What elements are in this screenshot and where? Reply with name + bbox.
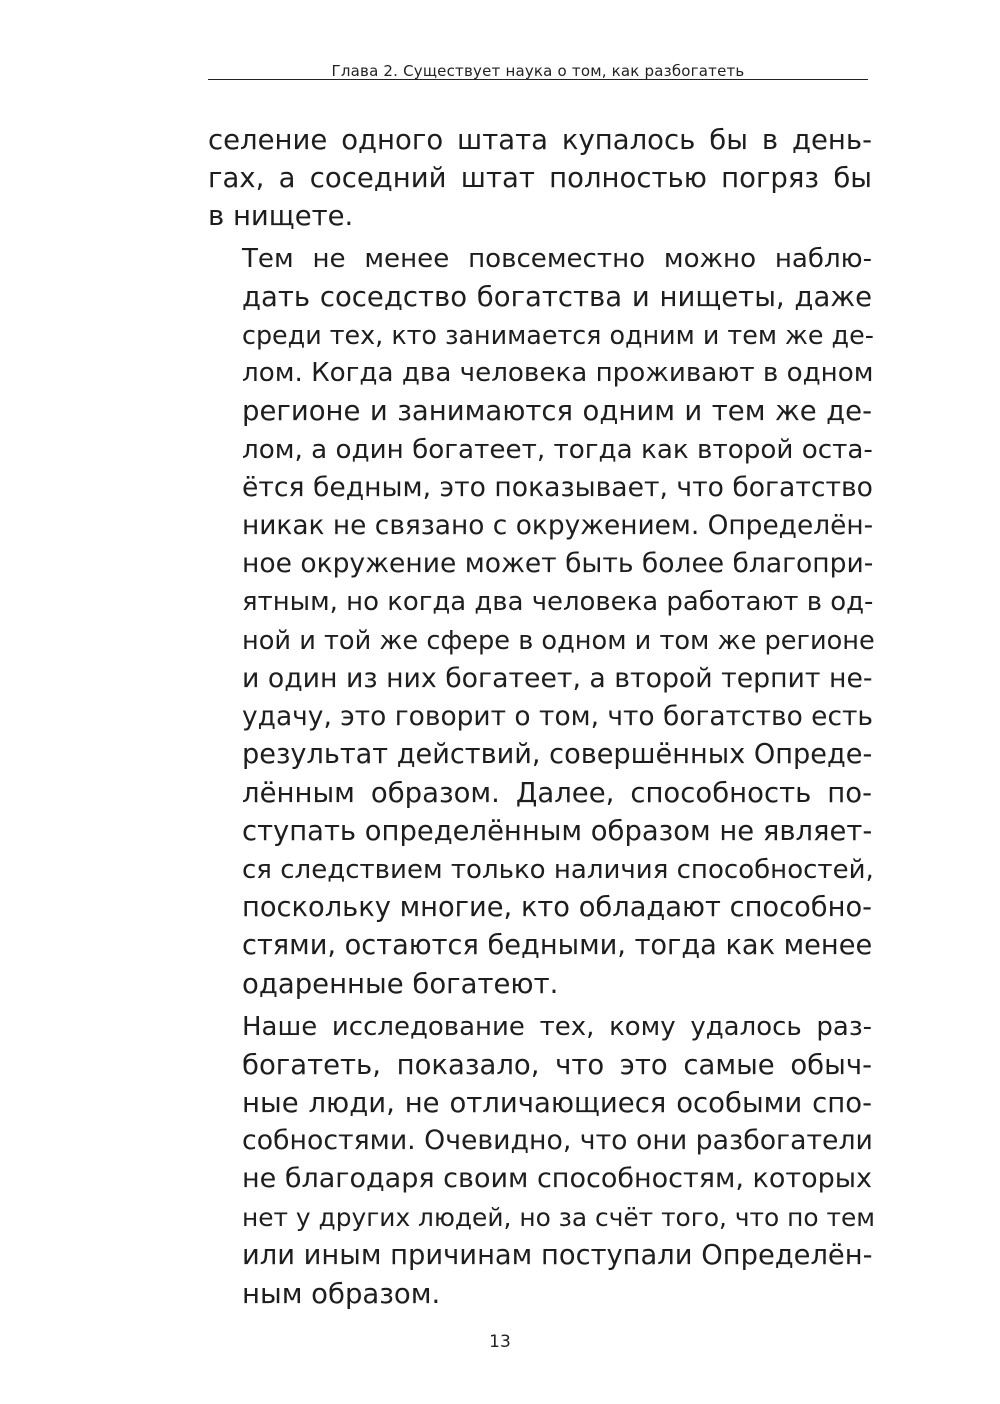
text-line: Наше исследование тех, кому удалось раз- bbox=[242, 1011, 872, 1042]
text-line: ся следствием только наличия способностей, bbox=[242, 854, 874, 885]
body-text bbox=[208, 121, 876, 1317]
text-line: гах, а соседний штат полностью погряз бы bbox=[208, 162, 872, 195]
text-line: ные люди, не отличающиеся особыми спо- bbox=[242, 1087, 872, 1120]
text-line: лом. Когда два человека проживают в одном bbox=[242, 358, 874, 389]
text-line: богатеть, показало, что это самые обыч- bbox=[242, 1048, 872, 1081]
text-line: в нищете. bbox=[208, 200, 354, 233]
text-line: селение одного штата купалось бы в день- bbox=[208, 124, 872, 156]
text-line: дать соседство богатства и нищеты, даже bbox=[242, 280, 872, 313]
text-line: регионе и занимаются одним и тем же де- bbox=[242, 395, 872, 428]
paragraph-1 bbox=[208, 121, 872, 236]
text-line: нет у других людей, но за счёт того, что по тем bbox=[242, 1202, 876, 1232]
text-line: или иным причинам поступали Определён- bbox=[242, 1239, 873, 1271]
text-line: и один из них богатеет, а второй терпит не- bbox=[242, 662, 873, 694]
text-line: среди тех, кто занимается одним и тем же де- bbox=[242, 320, 874, 351]
running-header: Глава 2. Существует наука о том, как разбогатеть bbox=[331, 62, 745, 80]
text-line: никак не связано с окружением. Определён- bbox=[242, 510, 874, 542]
page-number: 13 bbox=[489, 1332, 511, 1352]
paragraph-3 bbox=[208, 1008, 876, 1314]
text-line: ной и той же сфере в одном и том же регионе bbox=[242, 625, 875, 656]
text-line: Тем не менее повсеместно можно наблю- bbox=[242, 243, 872, 274]
header-rule bbox=[208, 79, 868, 80]
text-line: ятным, но когда два человека работают в од- bbox=[242, 587, 874, 618]
text-line: ным образом. bbox=[242, 1278, 441, 1311]
text-line: ступать определённым образом не являет- bbox=[242, 815, 873, 847]
text-line: ётся бедным, это показывает, что богатство bbox=[242, 471, 873, 503]
text-line: лом, а один богатеет, тогда как второй оста- bbox=[242, 434, 873, 465]
text-line: собностями. Очевидно, что они разбогатели bbox=[242, 1125, 873, 1157]
paragraph-2 bbox=[208, 240, 875, 1004]
text-line: стями, остаются бедными, тогда как менее bbox=[242, 930, 873, 962]
text-line: результат действий, совершённых Опреде- bbox=[242, 739, 873, 771]
text-line: ное окружение может быть более благопри- bbox=[242, 548, 874, 580]
text-line: поскольку многие, кто обладают способно- bbox=[242, 892, 872, 924]
text-line: лённым образом. Далее, способность по- bbox=[242, 777, 872, 810]
text-line: удачу, это говорит о том, что богатство есть bbox=[242, 701, 874, 733]
text-line: одаренные богатеют. bbox=[242, 968, 559, 1001]
text-line: не благодаря своим способностям, которых bbox=[242, 1163, 873, 1195]
